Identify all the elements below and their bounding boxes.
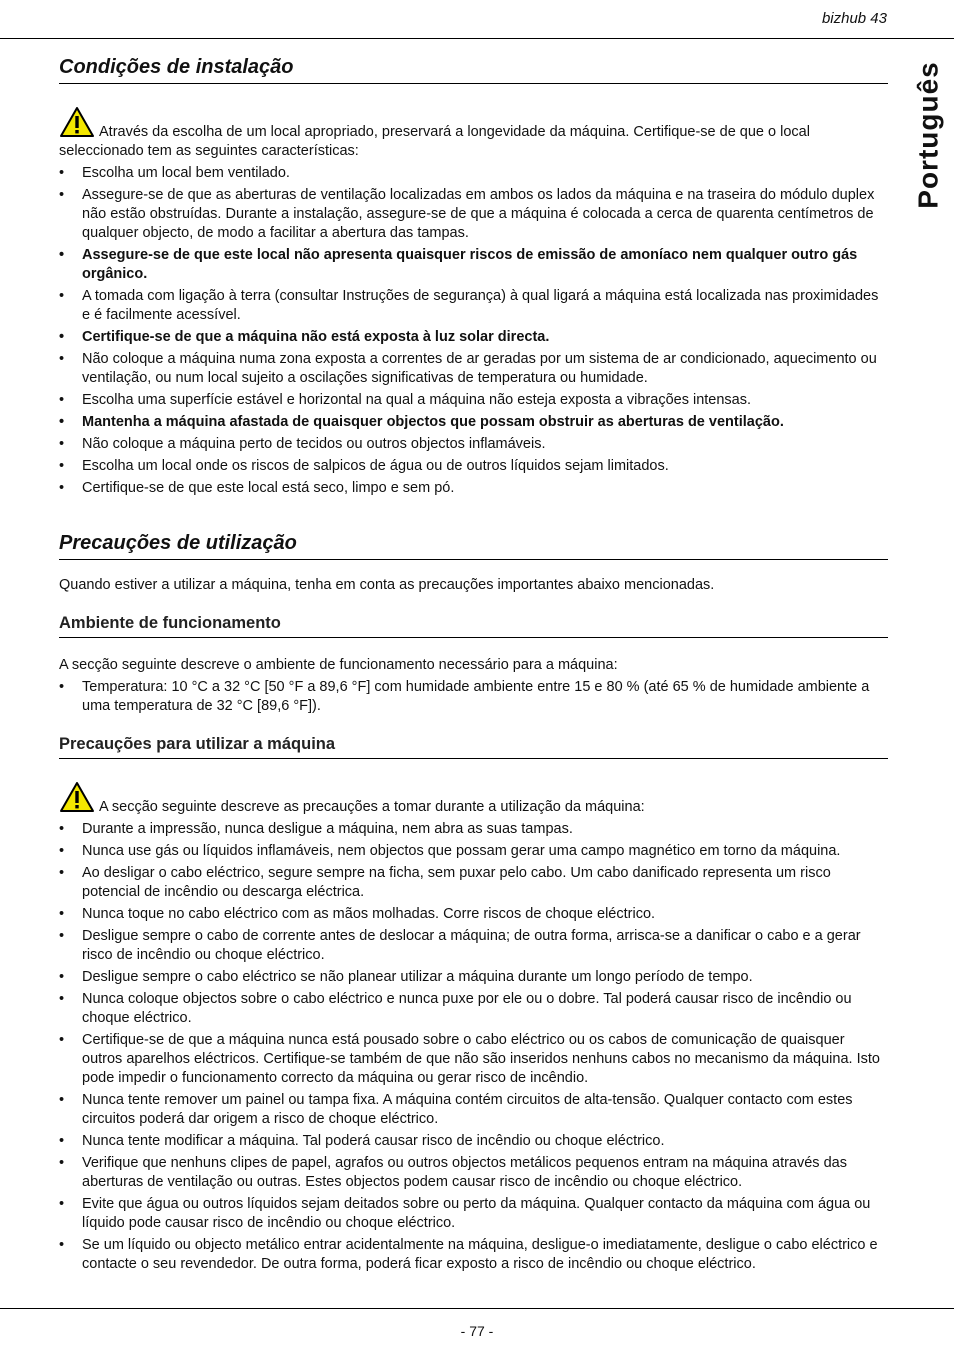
section-title: Precauções de utilização (59, 532, 888, 560)
environment-list (59, 678, 888, 716)
list-item: • Ao desligar o cabo eléctrico, segure sempre na ficha, sem puxar pelo cabo. Um cabo danificado representa um risco potencial de incêndio ou descarga eléctrica. (59, 864, 888, 902)
section-intro (59, 781, 888, 817)
list-item: • Nunca tente remover um painel ou tampa fixa. A máquina contém circuitos de alta-tensão. Qualquer contacto com estes circuitos poderá dar origem a risco de choque eléctrico. (59, 1091, 888, 1129)
intro-text: Através da escolha de um local apropriado, preservará a longevidade da máquina. Certifique-se de que o local seleccionado tem as seguintes características: (59, 124, 810, 159)
list-item: • Assegure-se de que as aberturas de ventilação localizadas em ambos os lados da máquina e na traseira do módulo duplex não estão obstruídas. Durante a instalação, assegure-se de que a máquina é colocada a cerca de quarenta centímetros de qualquer objecto, de modo a facilitar a abertura das tampas. (59, 186, 888, 243)
installation-list (59, 164, 888, 498)
warning-icon (59, 781, 95, 813)
list-item: • Não coloque a máquina perto de tecidos ou outros objectos inflamáveis. (59, 435, 888, 454)
list-item: • Escolha um local bem ventilado. (59, 164, 888, 183)
list-item: • Escolha uma superfície estável e horizontal na qual a máquina não esteja exposta a vibrações intensas. (59, 391, 888, 410)
section-intro: A secção seguinte descreve o ambiente de funcionamento necessário para a máquina: (59, 657, 618, 673)
subsection-title: Ambiente de funcionamento (59, 614, 888, 638)
header-model-name: bizhub 43 (821, 10, 887, 27)
list-item: • A tomada com ligação à terra (consultar Instruções de segurança) à qual ligará a máquina está localizada nas proximidades e é facilmente acessível. (59, 287, 888, 325)
list-item: • Mantenha a máquina afastada de quaisquer objectos que possam obstruir as aberturas de ventilação. (59, 413, 888, 432)
subsection-title: Precauções para utilizar a máquina (59, 735, 888, 759)
list-item: • Desligue sempre o cabo de corrente antes de deslocar a máquina; de outra forma, arrisca-se a danificar o cabo e a gerar risco de incêndio ou choque eléctrico. (59, 927, 888, 965)
precautions-list (59, 820, 888, 1274)
footer-rule (0, 1308, 954, 1309)
warning-icon (59, 106, 95, 138)
list-item: • Certifique-se de que a máquina não está exposta à luz solar directa. (59, 328, 888, 347)
section-title: Condições de instalação (59, 56, 888, 84)
section-machine-precautions (59, 735, 888, 1277)
header-rule (0, 38, 954, 39)
list-item: • Nunca toque no cabo eléctrico com as mãos molhadas. Corre riscos de choque eléctrico. (59, 905, 888, 924)
list-item: • Assegure-se de que este local não apresenta quaisquer riscos de emissão de amoníaco nem qualquer outro gás orgânico. (59, 246, 888, 284)
list-item: • Nunca coloque objectos sobre o cabo eléctrico e nunca puxe por ele ou o dobre. Tal poderá causar risco de incêndio ou choque eléctrico. (59, 990, 888, 1028)
list-item: • Nunca tente modificar a máquina. Tal poderá causar risco de incêndio ou choque eléctrico. (59, 1132, 888, 1151)
list-item: • Evite que água ou outros líquidos sejam deitados sobre ou perto da máquina. Qualquer contacto da máquina com água ou líquido pode causar risco de incêndio ou choque eléctrico. (59, 1195, 888, 1233)
section-operating-environment (59, 614, 888, 719)
list-item: • Nunca use gás ou líquidos inflamáveis, nem objectos que possam gerar uma campo magnético em torno da máquina. (59, 842, 888, 861)
list-item: • Certifique-se de que a máquina nunca está pousado sobre o cabo eléctrico ou os cabos de comunicação de quaisquer outros aparelhos eléctricos. Certifique-se também de que não são inseridos nenhuns cabos no mecanismo da máquina. Isto pode impedir o funcionamento correcto da máquina ou gerar risco de incêndio. (59, 1031, 888, 1088)
language-side-tab (912, 60, 946, 210)
list-item: • Verifique que nenhuns clipes de papel, agrafos ou outros objectos metálicos pequenos entram na máquina através das aberturas de ventilação ou outras. Estes objectos podem causar risco de incêndio ou choque eléctrico. (59, 1154, 888, 1192)
language-label: Português (913, 61, 944, 209)
list-item: • Desligue sempre o cabo eléctrico se não planear utilizar a máquina durante um longo período de tempo. (59, 968, 888, 987)
list-item: • Escolha um local onde os riscos de salpicos de água ou de outros líquidos sejam limitados. (59, 457, 888, 476)
section-installation-conditions (59, 56, 888, 501)
page-number: - 77 - (460, 1323, 494, 1339)
list-item: • Não coloque a máquina numa zona exposta a correntes de ar geradas por um sistema de ar condicionado, aquecimento ou ventilação, ou num local sujeito a oscilações significativas de temperatura ou humidade. (59, 350, 888, 388)
list-item: • Se um líquido ou objecto metálico entrar acidentalmente na máquina, desligue-o imediatamente, desligue o cabo eléctrico e contacte o seu revendedor. De outra forma, poderá ficar exposto a risco de incêndio ou choque eléctrico. (59, 1236, 888, 1274)
intro-text: A secção seguinte descreve as precauções a tomar durante a utilização da máquina: (99, 799, 645, 815)
list-item: • Certifique-se de que este local está seco, limpo e sem pó. (59, 479, 888, 498)
section-usage-precautions (59, 532, 888, 595)
list-item: • Temperatura: 10 °C a 32 °C [50 °F a 89,6 °F] com humidade ambiente entre 15 e 80 % (até 65 % de humidade ambiente a uma temperatura de 32 °C [89,6 °F]). (59, 678, 888, 716)
section-intro (59, 106, 888, 161)
section-intro: Quando estiver a utilizar a máquina, tenha em conta as precauções importantes abaixo mencionadas. (59, 577, 715, 593)
list-item: • Durante a impressão, nunca desligue a máquina, nem abra as suas tampas. (59, 820, 888, 839)
